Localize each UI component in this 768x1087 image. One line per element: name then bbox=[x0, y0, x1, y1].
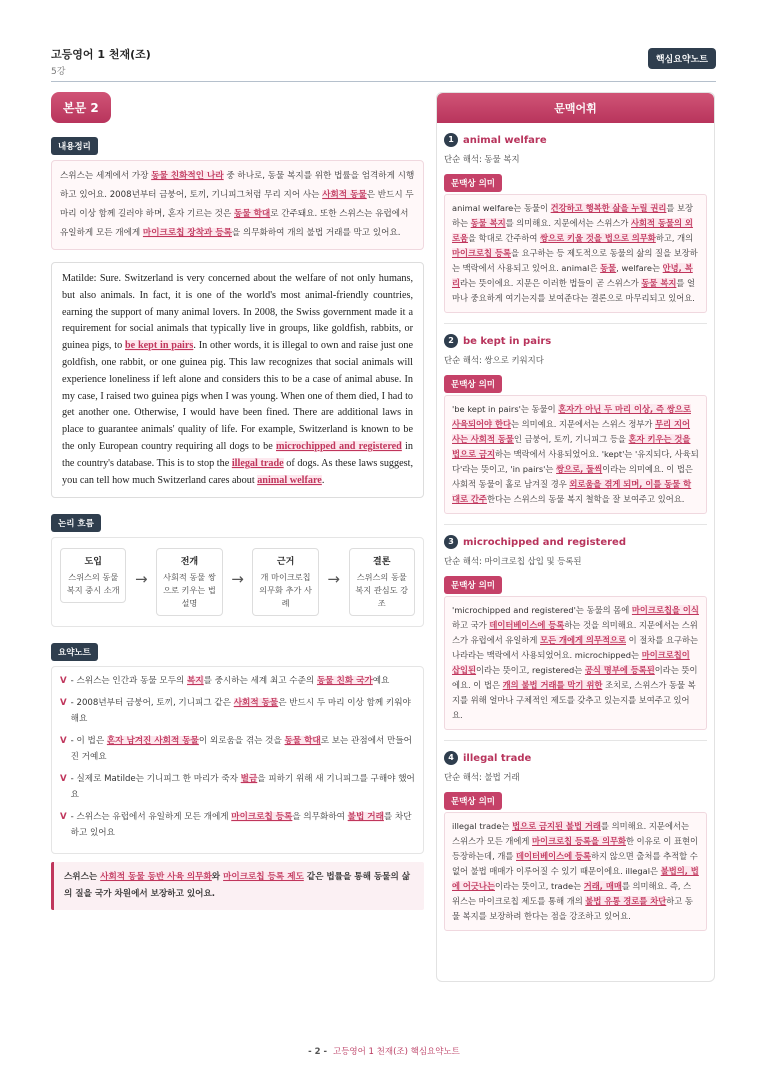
flow-step-body: 사회적 동물 쌍으로 키우는 법 설명 bbox=[163, 572, 216, 609]
highlighted-keyword: 쌍으로 키울 것을 법으로 의무화 bbox=[540, 233, 656, 243]
text-segment: 이라는 뜻이고, registered는 bbox=[476, 665, 585, 675]
text-segment: 라는 뜻이에요. 지문은 이러한 법들이 곧 스위스가 bbox=[460, 278, 642, 288]
page-number: - 2 - bbox=[308, 1047, 327, 1057]
text-segment: 하고 국가 bbox=[452, 620, 490, 630]
highlighted-keyword: be kept in pairs bbox=[124, 340, 194, 352]
text-segment: 같은 법률을 통해 동물의 삶의 질을 국가 차원에서 보장하고 있어요. bbox=[64, 872, 411, 900]
vocab-item bbox=[437, 751, 714, 931]
context-meaning bbox=[444, 395, 707, 514]
text-segment: 를 보장하는 bbox=[452, 203, 694, 228]
highlighted-keyword: 외로움을 겪게 되며, 이를 동물 학대로 간주 bbox=[452, 479, 692, 504]
highlighted-keyword: 혼자 남겨진 사회적 동물 bbox=[106, 736, 199, 747]
text-segment: 와 bbox=[211, 872, 224, 883]
text-segment: 를 의미해요. 지문에서는 스위스가 모든 개에게 bbox=[452, 821, 689, 846]
highlighted-keyword: 마이크로칩 등록을 의무화 bbox=[532, 836, 626, 846]
text-segment: 한다는 스위스의 동물 복지 철학을 잘 보여주고 있어요. bbox=[486, 494, 685, 504]
note-item bbox=[60, 771, 415, 803]
vocab-term: illegal trade bbox=[463, 752, 532, 764]
check-mark-icon: V bbox=[60, 736, 67, 747]
text-segment: animal welfare는 동물이 bbox=[452, 203, 551, 213]
highlighted-keyword: 공식 명부에 등록된 bbox=[584, 665, 655, 675]
arrow-right-icon: → bbox=[135, 570, 148, 589]
check-mark-icon: V bbox=[60, 676, 67, 687]
text-segment: 을 요구하는 등 제도적으로 동물의 삶의 질을 보장하는 맥락에서 사용되고 있어요. animal은 bbox=[452, 248, 698, 273]
simple-label: 단순 해석: bbox=[444, 556, 485, 566]
highlighted-keyword: 동물 학대 bbox=[284, 736, 321, 747]
note-text bbox=[71, 771, 415, 803]
lesson-number: 5강 bbox=[51, 67, 66, 77]
context-meaning bbox=[444, 194, 707, 313]
flow-tag: 논리 흐름 bbox=[51, 514, 101, 532]
highlighted-keyword: 모든 개에게 의무적으로 bbox=[540, 635, 626, 645]
number-badge: 1 bbox=[444, 133, 458, 147]
flow-step-conclusion bbox=[349, 548, 415, 616]
doc-type-badge: 핵심요약노트 bbox=[648, 48, 716, 69]
text-segment: 을 의무화하여 bbox=[292, 812, 348, 823]
section-label: 본문 2 bbox=[51, 92, 111, 123]
passage-text bbox=[51, 262, 424, 498]
highlighted-keyword: 건강하고 행복한 삶을 누릴 권리 bbox=[550, 203, 667, 213]
summary-tag: 내용정리 bbox=[51, 137, 98, 155]
check-mark-icon: V bbox=[60, 698, 67, 709]
highlighted-keyword: 법으로 금지된 불법 거래 bbox=[512, 821, 601, 831]
text-segment: . bbox=[321, 474, 325, 486]
vocab-term: microchipped and registered bbox=[463, 536, 626, 548]
text-segment: of dogs. As these laws suggest, you can tell how much Switzerland cares about bbox=[62, 457, 413, 486]
simple-label: 단순 해석: bbox=[444, 355, 485, 365]
highlighted-keyword: 안녕, 복리 bbox=[452, 263, 693, 288]
text-segment: - 이 법은 bbox=[70, 736, 107, 747]
text-segment: 이라는 의미예요. 이 법은 사회적 동물이 홀로 남겨질 경우 bbox=[452, 464, 693, 489]
text-segment: . In other words, it is illegal to own and raise just one goldfish, one rabbit, or one guinea pig. This law recognizes that social animals will experience loneliness if left alone and considers this to be a case of animal abuse. In my case, I raised two guinea pigs when I was young. When one of them died, I had to get another one. Otherwise, I would have been fined. There are additional laws in place to guarantee animals' quality of life. For example, Switzerland is known to be the only European country requiring all dogs to be bbox=[62, 340, 413, 452]
flow-step-title: 근거 bbox=[276, 557, 295, 568]
document-title: 고등영어 1 천재(조) bbox=[51, 48, 151, 61]
highlighted-keyword: 개의 불법 거래를 막기 위한 bbox=[502, 680, 603, 690]
simple-label: 단순 해석: bbox=[444, 772, 485, 782]
note-item bbox=[60, 695, 415, 727]
text-segment: 하는 것을 의미해요. 지문에서는 스위스가 유럽에서 유일하게 bbox=[452, 620, 698, 645]
highlighted-keyword: 불법의, 법에 어긋나는 bbox=[452, 866, 699, 891]
arrow-right-icon: → bbox=[231, 570, 244, 589]
text-segment: 인 금붕어, 토끼, 기니피그 등을 bbox=[513, 434, 629, 444]
flow-step-body: 스위스의 동물 복지 관심도 강조 bbox=[355, 572, 409, 609]
text-segment: 이 절차를 요구하는 나라라는 맥락에서 사용되었어요. microchipped는 bbox=[452, 635, 699, 660]
summary-text bbox=[51, 160, 424, 250]
highlighted-keyword: 혼자 키우는 것을 법으로 금지 bbox=[452, 434, 691, 459]
flow-step-development bbox=[156, 548, 222, 616]
highlighted-keyword: 사회적 동물 bbox=[322, 190, 367, 200]
highlighted-keyword: 사회적 동물 동반 사육 의무화 bbox=[100, 872, 212, 883]
flow-step-title: 도입 bbox=[84, 557, 102, 568]
flow-step-body: 개 마이크로칩 의무화 추가 사례 bbox=[259, 572, 312, 609]
text-segment: 을 피하기 위해 새 기니피그를 구해야 했어요 bbox=[70, 774, 415, 801]
text-segment: 은 반드시 두 마리 이상 함께 길러야 하며, 혼자 기르는 것은 bbox=[60, 190, 414, 219]
text-segment: 을 학대로 간주하여 bbox=[468, 233, 541, 243]
highlighted-keyword: 사회적 동물의 외로움 bbox=[452, 218, 693, 243]
note-text bbox=[71, 733, 415, 765]
context-tag: 문맥상 의미 bbox=[444, 375, 502, 393]
text-segment: Matilde: Sure. Switzerland is very concerned about the welfare of not only humans, but also animals. In fact, it is one of the world's most animal-friendly countries, earning the support of many animal lovers. In 2008, the Swiss government made it a requirement for social animals that typically live in groups, like goldfish, rabbits, or guinea pigs, to bbox=[62, 273, 413, 352]
text-segment: 중 하나로, 동물 복지를 위한 법률을 엄격하게 시행하고 있어요. 2008년부터 금붕어, 토끼, 기니피그처럼 무리 지어 사는 bbox=[60, 171, 415, 200]
vocab-panel-title: 문맥어휘 bbox=[437, 93, 714, 123]
simple-meaning: 쌍으로 키워지다 bbox=[484, 355, 544, 365]
number-badge: 3 bbox=[444, 535, 458, 549]
highlighted-keyword: microchipped and registered bbox=[275, 440, 402, 452]
note-text bbox=[71, 673, 390, 689]
highlighted-keyword: 무리 지어 사는 사회적 동물 bbox=[452, 419, 691, 444]
text-segment: 이라는 뜻이에요. 이 법은 bbox=[452, 665, 698, 690]
text-segment: 한 이유로 이 표현이 등장하는데, 개를 bbox=[452, 836, 699, 861]
highlighted-keyword: 데이터베이스에 등록 bbox=[516, 851, 592, 861]
highlighted-keyword: 마이크로칩 장착과 등록 bbox=[142, 228, 232, 238]
flow-step-title: 결론 bbox=[373, 557, 391, 568]
highlighted-keyword: 동물 복지 bbox=[641, 278, 677, 288]
vocab-divider bbox=[444, 323, 707, 324]
highlighted-keyword: 불법 유통 경로를 차단 bbox=[585, 896, 667, 906]
text-segment: 하지 않으면 출처를 추적할 수 없어 불법 매매가 이루어질 수 있기 때문이에요. illegal은 bbox=[452, 851, 698, 876]
highlighted-keyword: 동물 친화적인 나라 bbox=[151, 171, 224, 181]
flow-step-title: 전개 bbox=[180, 557, 199, 568]
number-badge: 2 bbox=[444, 334, 458, 348]
highlighted-keyword: 벌금 bbox=[240, 774, 258, 785]
vocab-term: animal welfare bbox=[463, 134, 547, 146]
context-meaning bbox=[444, 596, 707, 730]
text-segment: in the country's database. This is to stop the bbox=[62, 440, 413, 469]
highlighted-keyword: 쌍으로, 둘씩 bbox=[556, 464, 603, 474]
text-segment: - 실제로 Matilde는 기니피그 한 마리가 죽자 bbox=[70, 774, 241, 785]
text-segment: illegal trade는 bbox=[452, 821, 513, 831]
highlighted-keyword: 마이크로칩 등록 bbox=[452, 248, 511, 258]
highlighted-keyword: 동물 친화 국가 bbox=[316, 676, 373, 687]
text-segment: 이라는 뜻이고, trade는 bbox=[494, 881, 584, 891]
highlighted-keyword: illegal trade bbox=[231, 457, 284, 469]
vocab-item bbox=[437, 334, 714, 514]
vocab-item bbox=[437, 535, 714, 730]
text-segment: 로 간주돼요. 또한 스위스는 유럽에서 유일하게 모든 개에게 bbox=[60, 209, 409, 238]
flow-step-body: 스위스의 동물 복지 중시 소개 bbox=[66, 572, 120, 596]
number-badge: 4 bbox=[444, 751, 458, 765]
vocab-divider bbox=[444, 524, 707, 525]
highlighted-keyword: 마이크로칩 등록 제도 bbox=[223, 872, 304, 883]
note-item bbox=[60, 809, 415, 841]
vocab-divider bbox=[444, 740, 707, 741]
check-mark-icon: V bbox=[60, 774, 67, 785]
text-segment: 를 얼마나 중요하게 여기는지를 보여준다는 결론으로 마무리되고 있어요. bbox=[452, 278, 696, 303]
text-segment: 스위스는 세계에서 가장 bbox=[60, 171, 152, 181]
summary-notes bbox=[51, 666, 424, 854]
text-segment: - 스위스는 유럽에서 유일하게 모든 개에게 bbox=[70, 812, 232, 823]
text-segment: 'be kept in pairs'는 동물이 bbox=[452, 404, 559, 414]
text-segment: 는 의미예요. 지문에서는 스위스 정부가 bbox=[511, 419, 656, 429]
vocab-item bbox=[437, 133, 714, 313]
text-segment: 이 외로움을 겪는 것을 bbox=[198, 736, 285, 747]
simple-meaning: 불법 거래 bbox=[484, 772, 520, 782]
highlighted-keyword: 마이크로칩이 삽입된 bbox=[452, 650, 690, 675]
highlighted-keyword: 복지 bbox=[187, 676, 204, 687]
vocab-term: be kept in pairs bbox=[463, 335, 552, 347]
highlighted-keyword: 데이터베이스에 등록 bbox=[489, 620, 565, 630]
note-text bbox=[71, 809, 415, 841]
vocab-panel bbox=[436, 92, 715, 982]
text-segment: 을 의무화하여 개의 불법 거래를 막고 있어요. bbox=[231, 228, 401, 238]
page-footer bbox=[0, 1045, 768, 1057]
text-segment: 조치로, 스위스가 동물 복지를 위해 얼마나 구체적인 제도를 갖추고 있는지를 보여주고 있어요. bbox=[452, 680, 696, 720]
check-mark-icon: V bbox=[60, 812, 67, 823]
header-divider bbox=[51, 81, 716, 82]
simple-meaning: 마이크로칩 삽입 및 등록된 bbox=[484, 556, 582, 566]
context-tag: 문맥상 의미 bbox=[444, 174, 502, 192]
footer-text: 고등영어 1 천재(조) 핵심요약노트 bbox=[333, 1047, 460, 1057]
text-segment: 를 의미해요. 지문에서는 스위스가 bbox=[505, 218, 632, 228]
text-segment: - 스위스는 인간과 동물 모두의 bbox=[70, 676, 188, 687]
context-tag: 문맥상 의미 bbox=[444, 792, 502, 810]
text-segment: 은 반드시 두 마리 이상 함께 키워야 해요 bbox=[70, 698, 411, 725]
highlighted-keyword: 사회적 동물 bbox=[233, 698, 279, 709]
text-segment: 를 의미해요. 즉, 스위스는 마이크로칩 제도를 통해 개의 bbox=[452, 881, 692, 906]
highlighted-keyword: 불법 거래 bbox=[347, 812, 384, 823]
context-meaning bbox=[444, 812, 707, 931]
arrow-right-icon: → bbox=[327, 570, 340, 589]
text-segment: 예요 bbox=[372, 676, 390, 687]
highlighted-keyword: 동물 복지 bbox=[470, 218, 506, 228]
text-segment: - 2008년부터 금붕어, 토끼, 기니피그 같은 bbox=[70, 698, 234, 709]
highlighted-keyword: 혼자가 아닌 두 마리 이상, 즉 쌍으로 사육되어야 한다 bbox=[452, 404, 691, 429]
text-segment: 스위스는 bbox=[64, 872, 101, 883]
highlighted-keyword: animal welfare bbox=[257, 474, 322, 486]
logic-flow bbox=[51, 537, 424, 627]
highlighted-keyword: 마이크로칩 등록 bbox=[231, 812, 293, 823]
notes-tag: 요약노트 bbox=[51, 643, 98, 661]
highlighted-keyword: 동물 bbox=[600, 263, 617, 273]
text-segment: 를 차단하고 있어요 bbox=[70, 812, 412, 839]
flow-step-evidence bbox=[252, 548, 318, 616]
text-segment: 하는 맥락에서 사용되었어요. 'kept'는 '유지되다, 사육되다'라는 뜻이고, 'in pairs'는 bbox=[452, 449, 699, 474]
text-segment: 를 중시하는 세계 최고 수준의 bbox=[203, 676, 317, 687]
simple-label: 단순 해석: bbox=[444, 154, 485, 164]
simple-meaning: 동물 복지 bbox=[484, 154, 520, 164]
text-segment: 'microchipped and registered'는 동물의 몸에 bbox=[452, 605, 632, 615]
context-tag: 문맥상 의미 bbox=[444, 576, 502, 594]
text-segment: , welfare는 bbox=[616, 263, 663, 273]
highlighted-keyword: 동물 학대 bbox=[234, 209, 271, 219]
text-segment: 하고, 개의 bbox=[655, 233, 694, 243]
text-segment: 로 보는 관점에서 만들어진 거예요 bbox=[70, 736, 412, 763]
key-conclusion bbox=[51, 862, 424, 910]
flow-step-intro bbox=[60, 548, 126, 603]
note-item bbox=[60, 733, 415, 765]
left-column bbox=[51, 92, 424, 910]
highlighted-keyword: 거래, 매매 bbox=[583, 881, 622, 891]
note-item bbox=[60, 673, 415, 689]
note-text bbox=[71, 695, 415, 727]
highlighted-keyword: 마이크로칩을 이식 bbox=[631, 605, 699, 615]
text-segment: 하고 동물 복지를 보장하려 한다는 점을 강조하고 있어요. bbox=[452, 896, 693, 921]
